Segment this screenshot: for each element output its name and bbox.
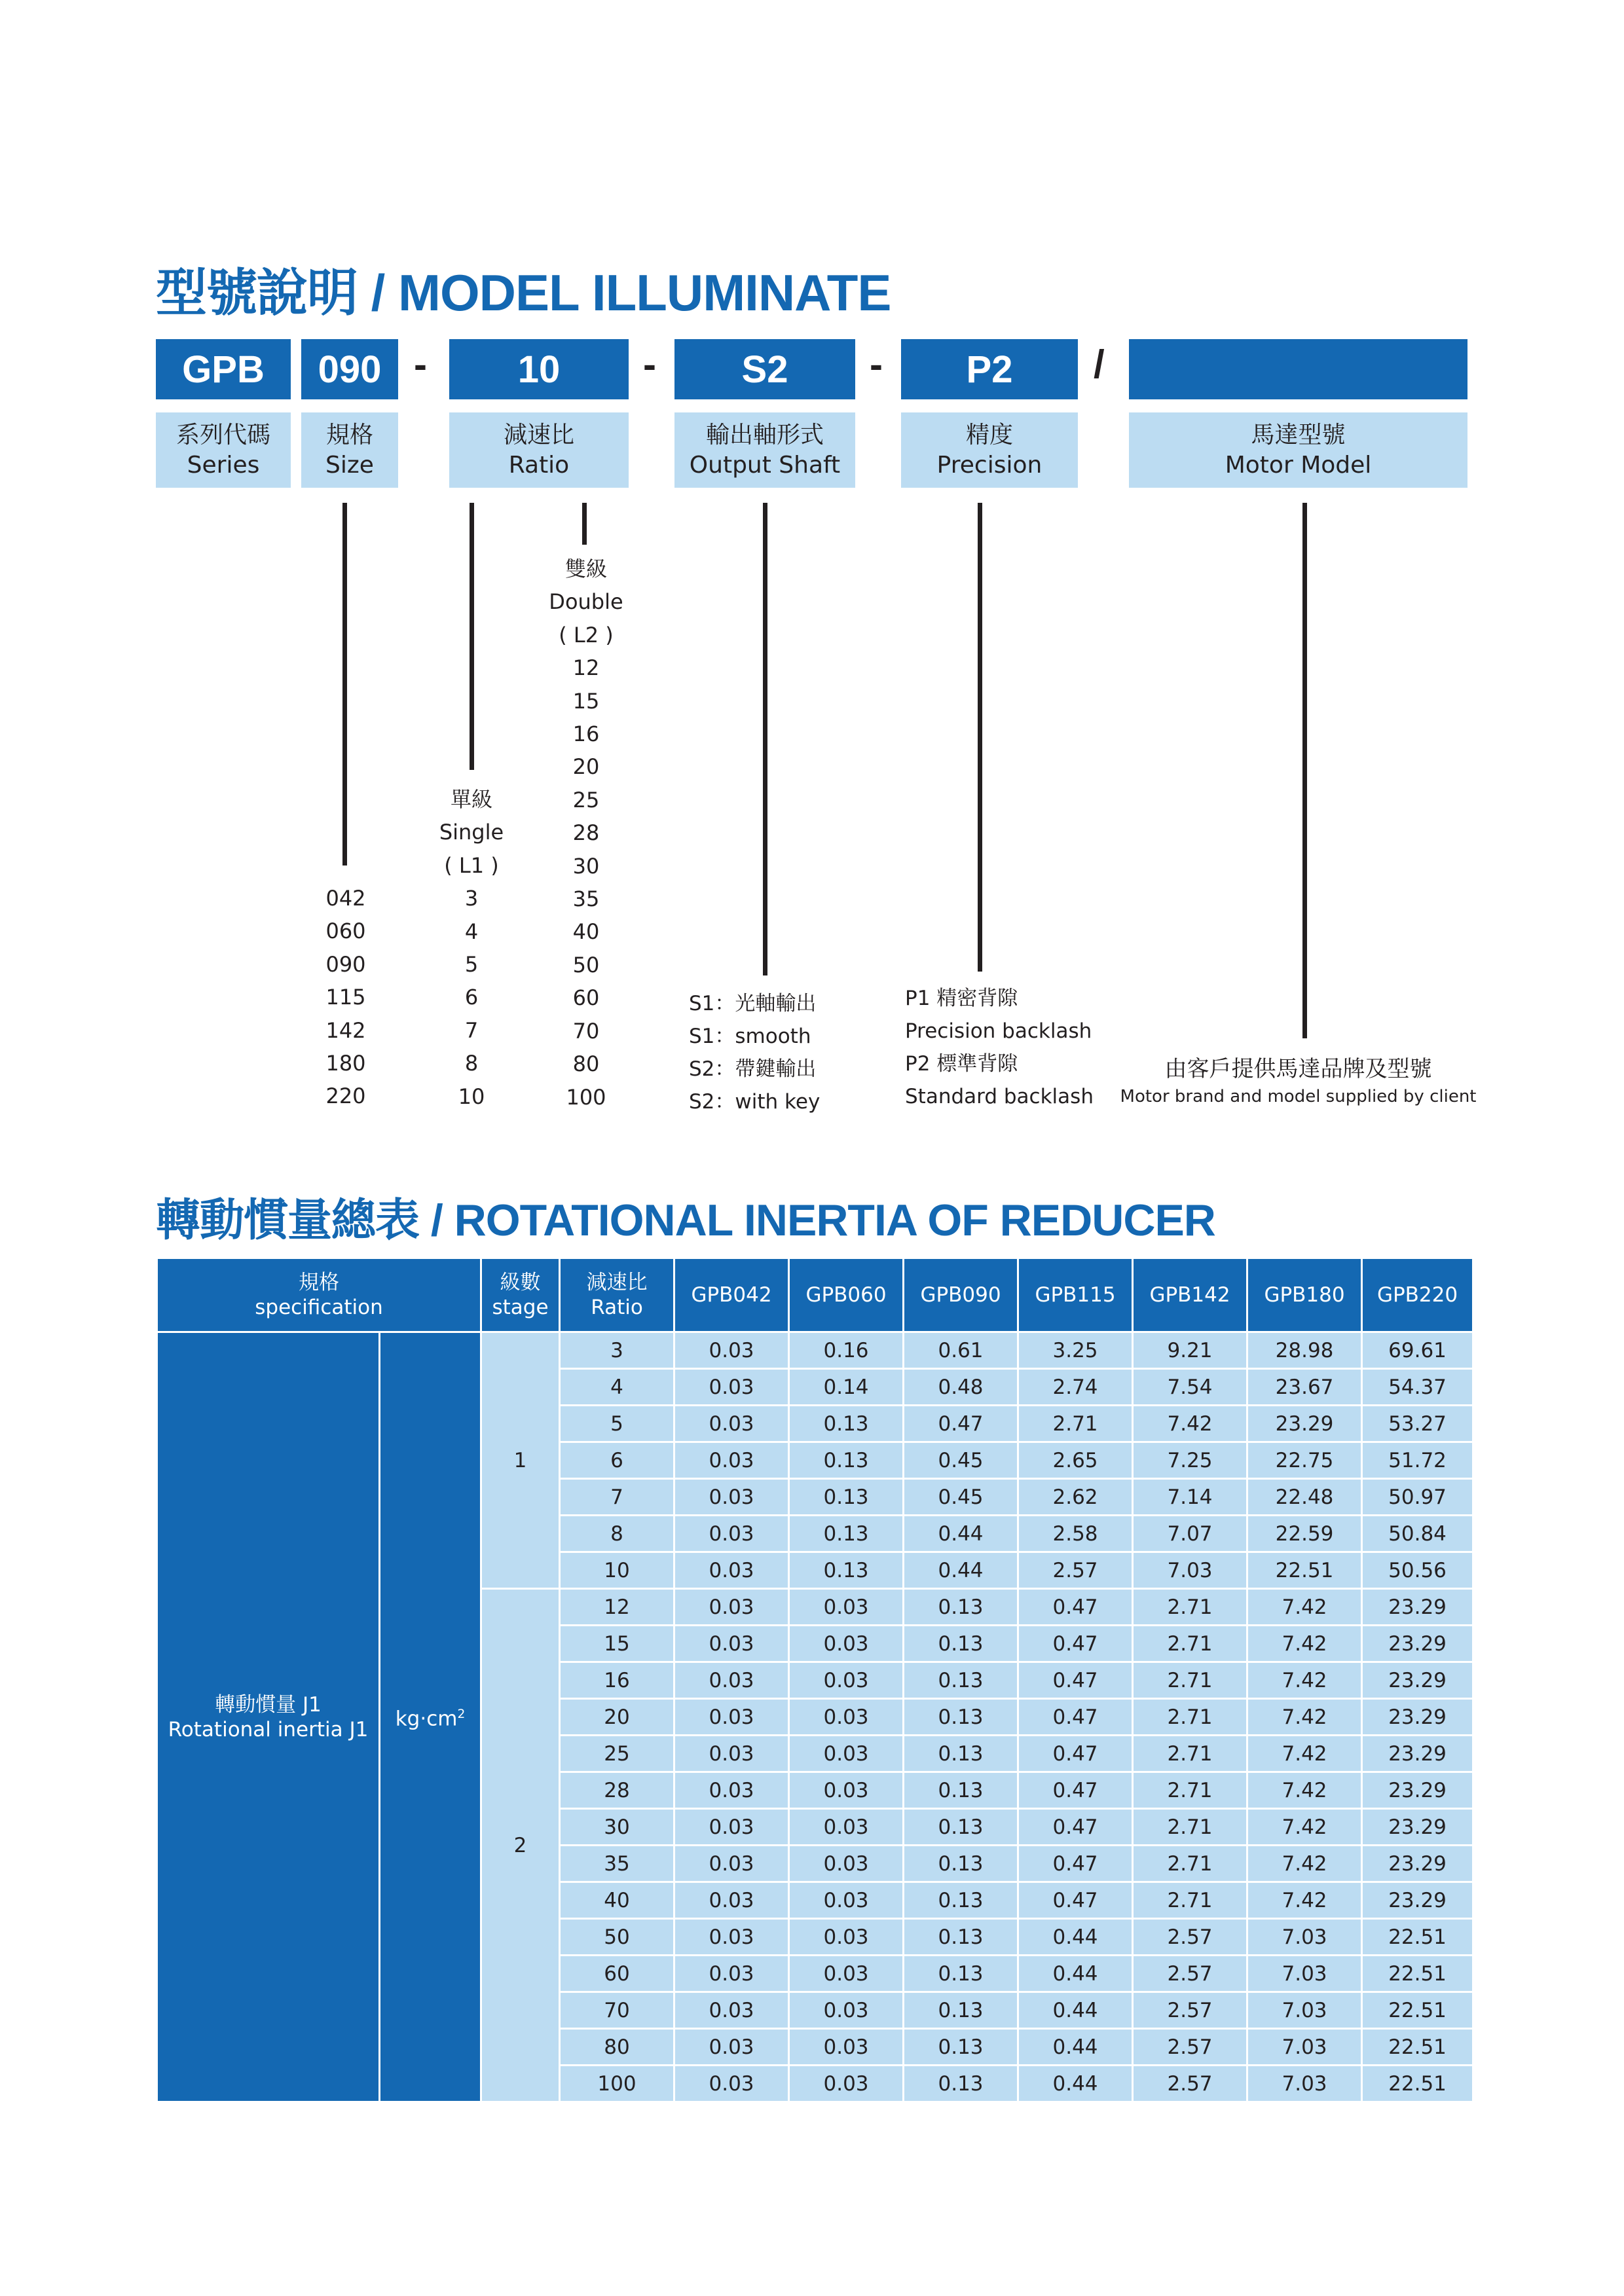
list-item: P1 精密背隙 (905, 987, 1018, 1010)
label-en: Ratio (508, 451, 570, 479)
value-cell: 0.03 (674, 1919, 789, 1956)
value-cell: 0.13 (904, 1956, 1018, 1992)
value-cell: 53.27 (1362, 1406, 1473, 1442)
list-item: 8 (464, 1051, 479, 1076)
list-item: 16 (572, 721, 600, 747)
value-cell: 7.42 (1247, 1589, 1362, 1626)
label-zh: 精度 (965, 421, 1013, 448)
list-item: S1：光軸輸出 (689, 992, 817, 1015)
value-cell: 0.03 (789, 1772, 904, 1809)
list-item: 12 (572, 655, 600, 681)
connector-line-motor-model (1302, 503, 1307, 1038)
value-cell: 0.13 (904, 1919, 1018, 1956)
list-item: 6 (464, 985, 479, 1010)
ratio-cell: 28 (560, 1772, 674, 1809)
value-cell: 0.13 (904, 1992, 1018, 2029)
row-unit (380, 1332, 481, 2102)
table-row (157, 1332, 1473, 1369)
value-cell: 0.44 (904, 1552, 1018, 1589)
value-cell: 0.03 (674, 1516, 789, 1552)
value-cell: 9.21 (1133, 1332, 1247, 1369)
value-cell: 28.98 (1247, 1332, 1362, 1369)
value-cell: 7.03 (1133, 1552, 1247, 1589)
value-cell: 0.03 (674, 1332, 789, 1369)
list-item: 060 (325, 919, 366, 944)
value-cell: 0.61 (904, 1332, 1018, 1369)
label-zh: 馬達型號 (1251, 421, 1346, 448)
connector-line-output-shaft (763, 503, 767, 975)
ratio-cell: 70 (560, 1992, 674, 2029)
list-item: 180 (325, 1051, 366, 1076)
header-model: GPB115 (1018, 1258, 1133, 1332)
list-item: 60 (572, 985, 600, 1011)
value-cell: 0.13 (904, 1809, 1018, 1846)
value-cell: 0.13 (904, 1846, 1018, 1882)
label-zh: 系列代碼 (175, 421, 270, 448)
label-size (301, 412, 398, 488)
value-cell: 22.51 (1362, 1956, 1473, 1992)
list-item: 4 (464, 919, 479, 944)
value-cell: 0.48 (904, 1369, 1018, 1406)
row-label-zh: 轉動慣量 J1 (215, 1692, 322, 1717)
list-item: 35 (572, 886, 600, 912)
value-cell: 0.03 (674, 1882, 789, 1919)
row-label-en: Rotational inertia J1 (168, 1717, 369, 1741)
value-cell: 2.65 (1018, 1442, 1133, 1479)
value-cell: 0.03 (674, 1442, 789, 1479)
list-item: 70 (572, 1018, 600, 1044)
precision-options (905, 982, 1094, 1113)
value-cell: 7.14 (1133, 1479, 1247, 1516)
value-cell: 0.44 (1018, 1956, 1133, 1992)
value-cell: 0.03 (789, 1992, 904, 2029)
value-cell: 0.03 (674, 1846, 789, 1882)
value-cell: 0.13 (789, 1406, 904, 1442)
value-cell: 7.42 (1247, 1736, 1362, 1772)
value-cell: 23.29 (1362, 1736, 1473, 1772)
list-item: 15 (572, 688, 600, 714)
label-zh: 規格 (325, 421, 373, 448)
table-header-row (157, 1258, 1473, 1332)
value-cell: 51.72 (1362, 1442, 1473, 1479)
value-cell: 2.62 (1018, 1479, 1133, 1516)
ratio-cell: 60 (560, 1956, 674, 1992)
ratio-cell: 16 (560, 1662, 674, 1699)
ratio-cell: 4 (560, 1369, 674, 1406)
value-cell: 23.29 (1362, 1626, 1473, 1662)
value-cell: 0.13 (789, 1516, 904, 1552)
value-cell: 0.03 (789, 1809, 904, 1846)
value-cell: 7.42 (1247, 1846, 1362, 1882)
value-cell: 0.03 (789, 1662, 904, 1699)
value-cell: 22.48 (1247, 1479, 1362, 1516)
double-zh: 雙級 (564, 556, 607, 581)
value-cell: 0.13 (904, 2066, 1018, 2102)
value-cell: 0.16 (789, 1332, 904, 1369)
double-code: ( L2 ) (559, 622, 614, 647)
value-cell: 7.54 (1133, 1369, 1247, 1406)
value-cell: 7.25 (1133, 1442, 1247, 1479)
list-item: 20 (572, 754, 600, 780)
value-cell: 2.57 (1133, 1919, 1247, 1956)
value-cell: 7.42 (1247, 1626, 1362, 1662)
ratio-cell: 25 (560, 1736, 674, 1772)
value-cell: 0.03 (674, 1736, 789, 1772)
ratio-cell: 6 (560, 1442, 674, 1479)
label-motor-model (1129, 412, 1467, 488)
value-cell: 0.47 (1018, 1626, 1133, 1662)
value-cell: 23.29 (1362, 1846, 1473, 1882)
header-model: GPB220 (1362, 1258, 1473, 1332)
value-cell: 0.03 (674, 1809, 789, 1846)
value-cell: 2.57 (1133, 2029, 1247, 2066)
code-motor-model (1129, 339, 1467, 399)
ratio-cell: 15 (560, 1626, 674, 1662)
value-cell: 0.47 (1018, 1809, 1133, 1846)
ratio-cell: 8 (560, 1516, 674, 1552)
header-en: specification (255, 1296, 383, 1319)
value-cell: 0.44 (1018, 1919, 1133, 1956)
single-zh: 單級 (450, 787, 492, 812)
value-cell: 0.13 (789, 1442, 904, 1479)
value-cell: 0.47 (1018, 1882, 1133, 1919)
label-ratio (449, 412, 629, 488)
value-cell: 0.03 (789, 1882, 904, 1919)
list-item: 80 (572, 1051, 600, 1077)
label-series (156, 412, 291, 488)
value-cell: 7.42 (1247, 1662, 1362, 1699)
stage-cell: 2 (481, 1589, 560, 2102)
header-model: GPB060 (789, 1258, 904, 1332)
value-cell: 22.51 (1362, 2029, 1473, 2066)
value-cell: 0.44 (1018, 2066, 1133, 2102)
value-cell: 0.03 (789, 2029, 904, 2066)
header-model: GPB142 (1133, 1258, 1247, 1332)
list-item: S2：帶鍵輸出 (689, 1057, 817, 1081)
ratio-cell: 5 (560, 1406, 674, 1442)
single-en: Single (439, 820, 504, 845)
value-cell: 2.57 (1133, 1992, 1247, 2029)
header-zh: 減速比 (586, 1271, 648, 1294)
label-output-shaft (674, 412, 855, 488)
code-ratio: 10 (449, 339, 629, 399)
value-cell: 0.03 (674, 2029, 789, 2066)
value-cell: 2.71 (1133, 1662, 1247, 1699)
code-precision: P2 (901, 339, 1078, 399)
value-cell: 2.57 (1133, 2066, 1247, 2102)
list-item: P2 標準背隙 (905, 1052, 1018, 1076)
value-cell: 0.03 (674, 1772, 789, 1809)
double-ratio-list (530, 553, 642, 1114)
label-precision (901, 412, 1078, 488)
value-cell: 7.03 (1247, 2029, 1362, 2066)
list-item: 090 (325, 951, 366, 977)
list-item: S2：with key (689, 1090, 821, 1114)
code-series: GPB (156, 339, 291, 399)
code-size: 090 (301, 339, 398, 399)
value-cell: 0.03 (789, 1626, 904, 1662)
list-item: 50 (572, 952, 600, 977)
value-cell: 0.13 (904, 1589, 1018, 1626)
header-zh: 級數 (500, 1271, 541, 1294)
ratio-cell: 7 (560, 1479, 674, 1516)
value-cell: 0.03 (674, 1992, 789, 2029)
ratio-cell: 10 (560, 1552, 674, 1589)
value-cell: 0.03 (789, 2066, 904, 2102)
list-item: 30 (572, 853, 600, 879)
value-cell: 0.03 (674, 1589, 789, 1626)
value-cell: 0.13 (904, 1662, 1018, 1699)
list-item: 25 (572, 787, 600, 812)
label-en: Series (187, 451, 260, 479)
list-item: Precision backlash (905, 1019, 1092, 1043)
label-zh: 減速比 (503, 421, 574, 448)
label-en: Size (325, 451, 374, 479)
value-cell: 23.29 (1362, 1699, 1473, 1736)
ratio-cell: 40 (560, 1882, 674, 1919)
stage-cell: 1 (481, 1332, 560, 1589)
value-cell: 0.03 (674, 1662, 789, 1699)
list-item: S1：smooth (689, 1025, 811, 1048)
header-specification (157, 1258, 481, 1332)
value-cell: 0.13 (904, 1699, 1018, 1736)
value-cell: 2.74 (1018, 1369, 1133, 1406)
label-en: Motor Model (1225, 451, 1372, 479)
inertia-table (156, 1257, 1474, 2103)
value-cell: 50.97 (1362, 1479, 1473, 1516)
header-en: stage (492, 1296, 549, 1319)
list-item: 100 (566, 1084, 606, 1110)
connector-line-size (342, 503, 347, 866)
code-output-shaft: S2 (674, 339, 855, 399)
motor-note (1120, 1054, 1477, 1109)
value-cell: 0.47 (1018, 1846, 1133, 1882)
value-cell: 23.29 (1362, 1882, 1473, 1919)
value-cell: 0.14 (789, 1369, 904, 1406)
value-cell: 0.44 (1018, 1992, 1133, 2029)
value-cell: 0.03 (674, 1626, 789, 1662)
value-cell: 0.13 (904, 1772, 1018, 1809)
value-cell: 7.07 (1133, 1516, 1247, 1552)
value-cell: 2.71 (1133, 1846, 1247, 1882)
inertia-section-title: 轉動慣量總表 / ROTATIONAL INERTIA OF REDUCER (156, 1195, 1215, 1245)
value-cell: 2.71 (1133, 1736, 1247, 1772)
value-cell: 0.03 (789, 1846, 904, 1882)
list-item: 115 (325, 985, 366, 1010)
unit-superscript: 2 (457, 1707, 466, 1722)
value-cell: 0.03 (674, 1956, 789, 1992)
header-model: GPB180 (1247, 1258, 1362, 1332)
connector-line-precision (978, 503, 982, 972)
value-cell: 2.57 (1133, 1956, 1247, 1992)
separator: - (870, 342, 883, 386)
value-cell: 7.42 (1247, 1772, 1362, 1809)
value-cell: 23.29 (1247, 1406, 1362, 1442)
list-item: 220 (325, 1084, 366, 1109)
single-code: ( L1 ) (444, 852, 499, 878)
value-cell: 0.03 (674, 1369, 789, 1406)
value-cell: 3.25 (1018, 1332, 1133, 1369)
value-cell: 69.61 (1362, 1332, 1473, 1369)
list-item: 28 (572, 820, 600, 846)
connector-line-double (582, 503, 587, 545)
value-cell: 7.03 (1247, 1992, 1362, 2029)
value-cell: 2.71 (1133, 1626, 1247, 1662)
value-cell: 0.45 (904, 1442, 1018, 1479)
value-cell: 0.03 (674, 1406, 789, 1442)
value-cell: 22.51 (1362, 1919, 1473, 1956)
value-cell: 7.42 (1133, 1406, 1247, 1442)
value-cell: 2.71 (1018, 1406, 1133, 1442)
value-cell: 0.47 (1018, 1662, 1133, 1699)
value-cell: 50.84 (1362, 1516, 1473, 1552)
ratio-cell: 20 (560, 1699, 674, 1736)
value-cell: 7.42 (1247, 1699, 1362, 1736)
list-item: 042 (325, 886, 366, 911)
value-cell: 22.51 (1362, 2066, 1473, 2102)
value-cell: 0.45 (904, 1479, 1018, 1516)
list-item: 10 (458, 1084, 485, 1109)
header-ratio (560, 1258, 674, 1332)
value-cell: 50.56 (1362, 1552, 1473, 1589)
value-cell: 0.13 (904, 1736, 1018, 1772)
value-cell: 0.03 (789, 1699, 904, 1736)
row-label-rotational-inertia (157, 1332, 380, 2102)
ratio-cell: 3 (560, 1332, 674, 1369)
header-en: Ratio (591, 1296, 643, 1319)
value-cell: 0.13 (789, 1552, 904, 1589)
value-cell: 0.03 (674, 1479, 789, 1516)
double-en: Double (549, 589, 623, 615)
label-en: Output Shaft (689, 451, 841, 479)
value-cell: 0.13 (904, 1882, 1018, 1919)
header-stage (481, 1258, 560, 1332)
value-cell: 22.51 (1247, 1552, 1362, 1589)
value-cell: 7.03 (1247, 1956, 1362, 1992)
value-cell: 0.47 (1018, 1589, 1133, 1626)
unit-text: kg·cm (395, 1707, 458, 1731)
value-cell: 22.75 (1247, 1442, 1362, 1479)
ratio-cell: 30 (560, 1809, 674, 1846)
separator-slash: / (1094, 342, 1105, 386)
single-ratio-list (419, 783, 524, 1113)
value-cell: 7.03 (1247, 2066, 1362, 2102)
size-list (313, 882, 378, 1113)
value-cell: 2.57 (1018, 1552, 1133, 1589)
value-cell: 0.44 (904, 1516, 1018, 1552)
value-cell: 23.29 (1362, 1809, 1473, 1846)
ratio-cell: 80 (560, 2029, 674, 2066)
ratio-cell: 35 (560, 1846, 674, 1882)
value-cell: 23.29 (1362, 1589, 1473, 1626)
list-item: Standard backlash (905, 1085, 1094, 1108)
value-cell: 0.03 (674, 1552, 789, 1589)
value-cell: 0.47 (1018, 1772, 1133, 1809)
value-cell: 0.03 (674, 2066, 789, 2102)
shaft-options (689, 987, 820, 1118)
value-cell: 23.67 (1247, 1369, 1362, 1406)
value-cell: 0.03 (789, 1589, 904, 1626)
separator: - (643, 342, 656, 386)
separator: - (414, 342, 427, 386)
ratio-cell: 50 (560, 1919, 674, 1956)
motor-note-en: Motor brand and model supplied by client (1120, 1087, 1477, 1106)
motor-note-zh: 由客戶提供馬達品牌及型號 (1164, 1056, 1432, 1082)
ratio-cell: 100 (560, 2066, 674, 2102)
ratio-cell: 12 (560, 1589, 674, 1626)
header-model: GPB090 (904, 1258, 1018, 1332)
value-cell: 0.47 (904, 1406, 1018, 1442)
label-zh: 輸出軸形式 (705, 421, 824, 448)
value-cell: 23.29 (1362, 1662, 1473, 1699)
inertia-table-body (157, 1332, 1473, 2102)
value-cell: 0.03 (789, 1956, 904, 1992)
list-item: 40 (572, 919, 600, 945)
value-cell: 0.03 (789, 1736, 904, 1772)
value-cell: 2.71 (1133, 1699, 1247, 1736)
value-cell: 2.71 (1133, 1882, 1247, 1919)
value-cell: 7.03 (1247, 1919, 1362, 1956)
value-cell: 2.71 (1133, 1809, 1247, 1846)
value-cell: 2.71 (1133, 1772, 1247, 1809)
value-cell: 7.42 (1247, 1809, 1362, 1846)
list-item: 142 (325, 1017, 366, 1043)
value-cell: 23.29 (1362, 1772, 1473, 1809)
value-cell: 0.13 (789, 1479, 904, 1516)
value-cell: 0.03 (789, 1919, 904, 1956)
value-cell: 2.58 (1018, 1516, 1133, 1552)
value-cell: 0.13 (904, 2029, 1018, 2066)
header-zh: 規格 (299, 1271, 339, 1294)
connector-line-single (470, 503, 474, 770)
value-cell: 0.47 (1018, 1736, 1133, 1772)
list-item: 3 (464, 886, 479, 911)
value-cell: 7.42 (1247, 1882, 1362, 1919)
value-cell: 0.47 (1018, 1699, 1133, 1736)
value-cell: 22.59 (1247, 1516, 1362, 1552)
value-cell: 22.51 (1362, 1992, 1473, 2029)
value-cell: 54.37 (1362, 1369, 1473, 1406)
label-en: Precision (936, 451, 1043, 479)
header-model: GPB042 (674, 1258, 789, 1332)
list-item: 7 (464, 1017, 479, 1043)
value-cell: 0.03 (674, 1699, 789, 1736)
value-cell: 0.44 (1018, 2029, 1133, 2066)
list-item: 5 (464, 952, 479, 977)
value-cell: 0.13 (904, 1626, 1018, 1662)
value-cell: 2.71 (1133, 1589, 1247, 1626)
model-section-title: 型號說明 / MODEL ILLUMINATE (156, 264, 891, 321)
